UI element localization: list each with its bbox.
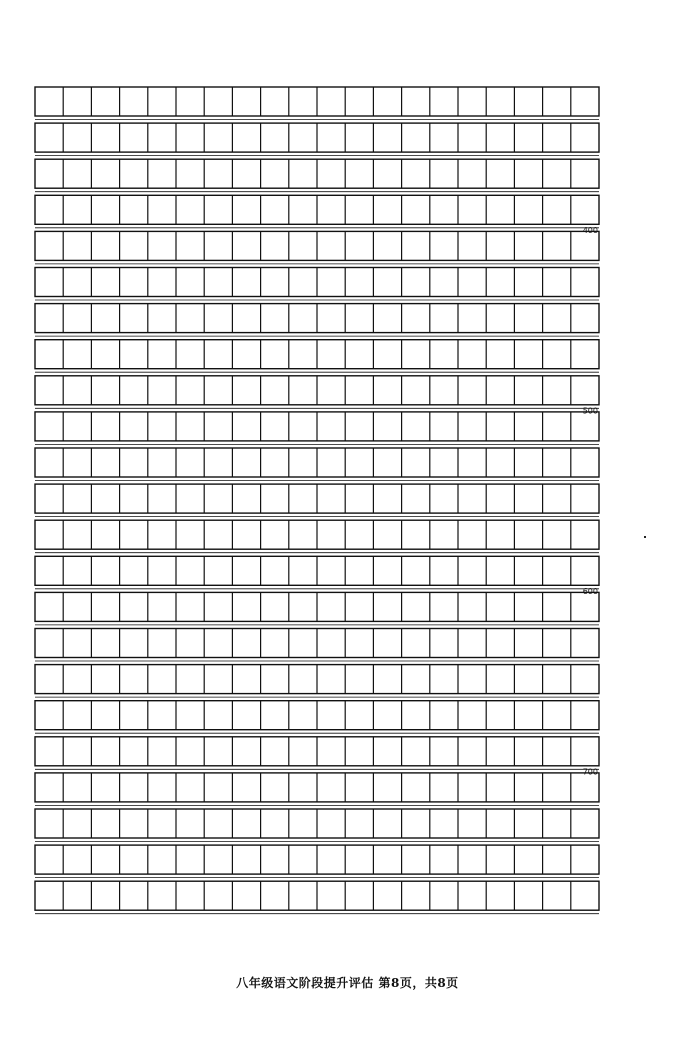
grid-row (35, 845, 599, 878)
grid-row (35, 412, 599, 445)
grid-row (35, 376, 599, 409)
stray-dot (644, 536, 646, 538)
grid-row (35, 773, 599, 806)
grid-row (35, 304, 599, 337)
count-marker-600: 600 (582, 586, 598, 596)
page-footer: 八年级语文阶段提升评估 第8页，共8页 (236, 976, 459, 990)
grid-row (35, 231, 599, 264)
grid-row (35, 701, 599, 734)
grid-row (35, 881, 599, 914)
grid-row (35, 268, 599, 301)
grid-row (35, 195, 599, 228)
grid-row (35, 520, 599, 553)
grid-row (35, 123, 599, 156)
grid-row (35, 484, 599, 516)
grid-row (35, 556, 599, 589)
grid-row (35, 737, 599, 770)
grid-row (35, 87, 599, 120)
grid-row (35, 629, 599, 662)
grid-row (35, 159, 599, 192)
grid-row (35, 665, 599, 698)
grid-row (35, 809, 599, 842)
grid-row (35, 592, 599, 625)
grid-row (35, 340, 599, 373)
grid-row (35, 448, 599, 481)
count-marker-400: 400 (582, 225, 598, 235)
count-marker-500: 500 (582, 406, 598, 416)
count-marker-700: 700 (582, 767, 598, 777)
